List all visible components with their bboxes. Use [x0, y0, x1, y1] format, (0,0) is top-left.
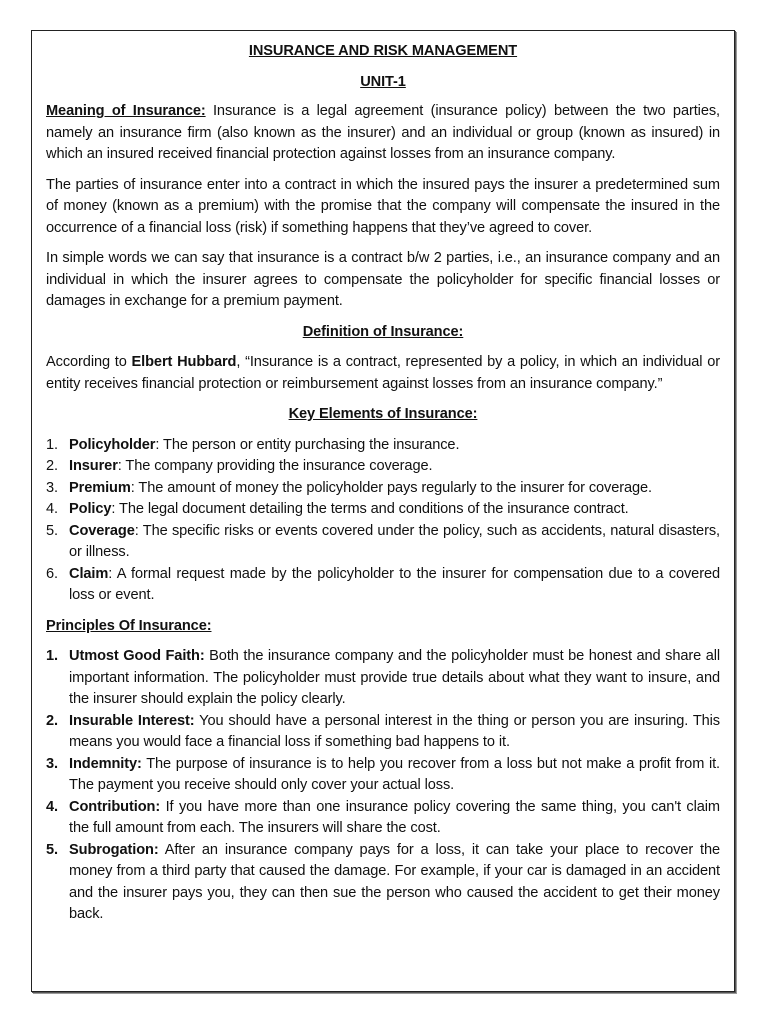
list-item-term: Policyholder — [69, 436, 156, 453]
list-item — [46, 456, 720, 478]
list-item-number: 5. — [46, 841, 58, 858]
document-body — [46, 41, 720, 926]
definition-author: Elbert Hubbard — [131, 354, 237, 370]
list-item-text: You should have a personal interest in the thing or person you are insuring. This means you would face a financial loss if something bad happens to it. — [69, 712, 720, 750]
list-item — [46, 435, 720, 457]
list-item — [46, 797, 720, 840]
meaning-text: Insurance is a legal agreement (insurance policy) between the two parties, namely an insurance firm (also known as the insurer) and an individual or group (known as insured) in which an insured received financial protection against losses from an insurance company. — [46, 103, 720, 162]
list-item-number: 6. — [46, 565, 58, 582]
list-item-text: : The legal document detailing the terms and conditions of the insurance contract. — [111, 501, 629, 517]
list-item-term: Insurable Interest: — [69, 712, 195, 729]
list-item — [46, 499, 720, 521]
list-item-term: Subrogation: — [69, 841, 159, 858]
list-item-text: : The specific risks or events covered under the policy, such as accidents, natural disasters, or illness. — [69, 522, 720, 560]
list-item-text: The purpose of insurance is to help you recover from a loss but not make a profit from it. The payment you receive should only cover your actual loss. — [69, 755, 720, 793]
definition-paragraph — [46, 352, 720, 395]
list-item-number: 4. — [46, 501, 58, 517]
list-item — [46, 478, 720, 500]
list-item-text: : A formal request made by the policyholder to the insurer for compensation due to a covered loss or event. — [69, 565, 720, 603]
list-item-text: : The company providing the insurance coverage. — [117, 458, 433, 474]
list-item-term: Insurer — [69, 458, 118, 474]
list-item-number: 2. — [46, 712, 58, 729]
list-item-text: : The amount of money the policyholder pays regularly to the insurer for coverage. — [130, 479, 653, 496]
list-item — [46, 754, 720, 797]
document-title: INSURANCE AND RISK MANAGEMENT — [248, 43, 518, 59]
list-item — [46, 646, 720, 711]
meaning-label: Meaning of Insurance: — [46, 103, 206, 119]
unit-heading: UNIT-1 — [360, 73, 406, 90]
simple-words-paragraph: In simple words we can say that insurance is a contract b/w 2 parties, i.e., an insurance company and an individual in which the insurer agrees to compensate the policyholder for specific financial losses or damages in exchange for a premium payment. — [46, 250, 720, 309]
list-item-text: : The person or entity purchasing the insurance. — [155, 436, 460, 453]
list-item-number: 1. — [46, 648, 58, 664]
list-item-term: Contribution: — [69, 798, 161, 815]
key-elements-heading: Key Elements of Insurance: — [288, 406, 478, 422]
list-item-text: Both the insurance company and the policyholder must be honest and share all important information. The policyholder must provide true details about what they want to insure, and the insurer should explain the policy clearly. — [69, 648, 720, 707]
list-item — [46, 840, 720, 926]
meaning-paragraph — [46, 101, 720, 166]
list-item-term: Policy — [69, 501, 112, 517]
list-item-term: Indemnity: — [69, 755, 142, 772]
list-item-number: 1. — [46, 436, 58, 453]
list-item — [46, 711, 720, 754]
list-item — [46, 521, 720, 564]
list-item-term: Premium — [69, 479, 131, 496]
list-item-number: 3. — [46, 479, 58, 496]
definition-heading: Definition of Insurance: — [302, 323, 464, 340]
list-item — [46, 564, 720, 607]
list-item-text: After an insurance company pays for a loss, it can take your place to recover the money from a third party that caused the damage. For example, if your car is damaged in an accident and the insurer pays you, they can then sue the person who caused the accident to get their money back. — [69, 841, 720, 922]
list-item-number: 3. — [46, 755, 58, 772]
list-item-number: 5. — [46, 522, 58, 539]
list-item-term: Claim — [69, 565, 109, 582]
contract-paragraph: The parties of insurance enter into a contract in which the insured pays the insurer a predetermined sum of money (known as a premium) with the promise that the company will compensate the insured in the occurrence of a financial loss (risk) if something happens that they’ve agreed to cover. — [46, 176, 720, 236]
list-item-text: If you have more than one insurance policy covering the same thing, you can't claim the full amount from each. The insurers will share the cost. — [69, 798, 720, 836]
principles-heading: Principles Of Insurance: — [46, 617, 212, 634]
definition-quote: , “Insurance is a contract, represented by a policy, in which an individual or entity receives financial protection or reimbursement against losses from an insurance company.” — [46, 354, 720, 392]
list-item-number: 4. — [46, 798, 58, 815]
list-item-number: 2. — [46, 458, 58, 474]
list-item-term: Utmost Good Faith: — [69, 648, 205, 664]
list-item-term: Coverage — [69, 522, 135, 539]
document-page — [31, 30, 735, 992]
definition-prefix: According to — [46, 354, 132, 370]
principles-list — [46, 646, 720, 926]
key-elements-list — [46, 435, 720, 607]
